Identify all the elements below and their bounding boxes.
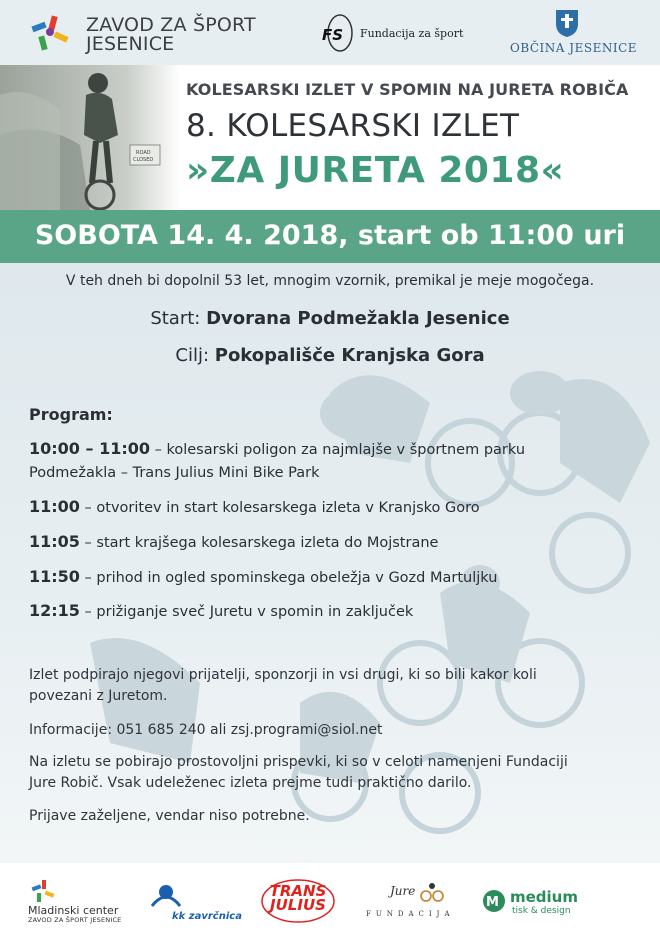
start-value: Dvorana Podmežakla Jesenice (206, 308, 510, 329)
cyclist-photo (0, 65, 180, 210)
program-time: 11:00 (29, 497, 80, 516)
program-item (29, 599, 589, 624)
fundacija-name: Fundacija za šport (360, 27, 464, 40)
program-time: 12:15 (29, 601, 80, 620)
program-text: – prižiganje sveč Juretu v spomin in zaključek (79, 604, 414, 620)
kk-zavrcnica-name: kk zavrčnica (172, 911, 242, 922)
event-date: SOBOTA 14. 4. 2018, start ob 11:00 uri (34, 220, 626, 251)
youth-center-name: Mladinski center (28, 904, 119, 917)
medium-logo-icon (482, 889, 506, 913)
program-heading: Program: (29, 405, 113, 424)
program-item (29, 495, 589, 520)
program-text: – kolesarski poligon za najmlajše v športnem parku (150, 442, 526, 458)
program-text: – start krajšega kolesarskega izleta do Mojstrane (79, 535, 439, 551)
start-label: Start: (150, 308, 201, 329)
program-text: – prihod in ogled spominskega obeležja v Gozd Martuljku (79, 570, 498, 586)
fundacija-logo-icon (320, 12, 356, 54)
zavod-logo-icon (28, 10, 74, 56)
org-name-line2: JESENICE (86, 33, 175, 55)
event-title: 8. KOLESARSKI IZLET (186, 108, 520, 144)
municipality-crest-icon (554, 8, 580, 38)
road-sign-line1: ROAD (136, 150, 151, 156)
support-line1: Izlet podpirajo njegovi prijatelji, sponzorji in vsi drugi, ki so bili kakor koli (29, 667, 537, 683)
jure-fundacija-name: FUNDACIJA (366, 910, 455, 918)
svg-text:FS: FS (322, 26, 344, 44)
intro-text: V teh dneh bi dopolnil 53 let, mnogim vzornik, premikal je meje mogočega. (65, 273, 595, 289)
jure-name: Jure (390, 884, 416, 898)
finish-line (0, 345, 660, 366)
registration-note: Prijave zaželjene, vendar niso potrebne. (29, 808, 310, 824)
trans-julius-name (266, 884, 330, 912)
org-name-line1: ZAVOD ZA ŠPORT (86, 14, 256, 36)
youth-center-sub: ZAVOD ZA ŠPORT JESENICE (28, 916, 122, 924)
program-item (29, 565, 589, 590)
municipality-name: OBČINA JESENICE (510, 41, 638, 55)
info-line: Informacije: 051 685 240 ali zsj.programi@siol.net (29, 722, 383, 738)
program-time: 11:05 (29, 532, 80, 551)
youth-center-logo-icon (30, 878, 56, 904)
program-text-continued: Podmežakla – Trans Julius Mini Bike Park (29, 465, 320, 481)
program-text: – otvoritev in start kolesarskega izleta v Kranjsko Goro (79, 500, 480, 516)
donation-line2: Jure Robič. Vsak udeleženec izleta prejme tudi praktično darilo. (29, 775, 472, 791)
svg-text:M: M (486, 895, 499, 910)
donation-paragraph (29, 752, 629, 794)
program-time: 11:50 (29, 567, 80, 586)
start-line (0, 308, 660, 329)
event-name: »ZA JURETA 2018« (186, 150, 565, 191)
kk-zavrcnica-logo-icon (148, 884, 184, 910)
road-sign-line2: CLOSED (133, 157, 154, 163)
org-name (86, 16, 256, 54)
donation-line1: Na izletu se pobirajo prostovoljni prispevki, ki so v celoti namenjeni Fundaciji (29, 754, 568, 770)
support-line2: povezani z Juretom. (29, 688, 168, 704)
support-paragraph (29, 665, 629, 707)
jure-fundacija-cyclist-icon (420, 882, 444, 902)
program-time: 10:00 – 11:00 (29, 439, 150, 458)
program-item (29, 437, 589, 485)
trans-julius-line2: JULIUS (270, 896, 326, 914)
trans-julius-line1: TRANS (269, 882, 327, 900)
medium-name: medium (510, 888, 578, 906)
medium-sub: tisk & design (512, 906, 571, 916)
finish-value: Pokopališče Kranjska Gora (214, 345, 485, 366)
program-item (29, 530, 589, 555)
finish-label: Cilj: (175, 345, 210, 366)
event-subtitle: KOLESARSKI IZLET V SPOMIN NA JURETA ROBIČA (186, 80, 629, 99)
